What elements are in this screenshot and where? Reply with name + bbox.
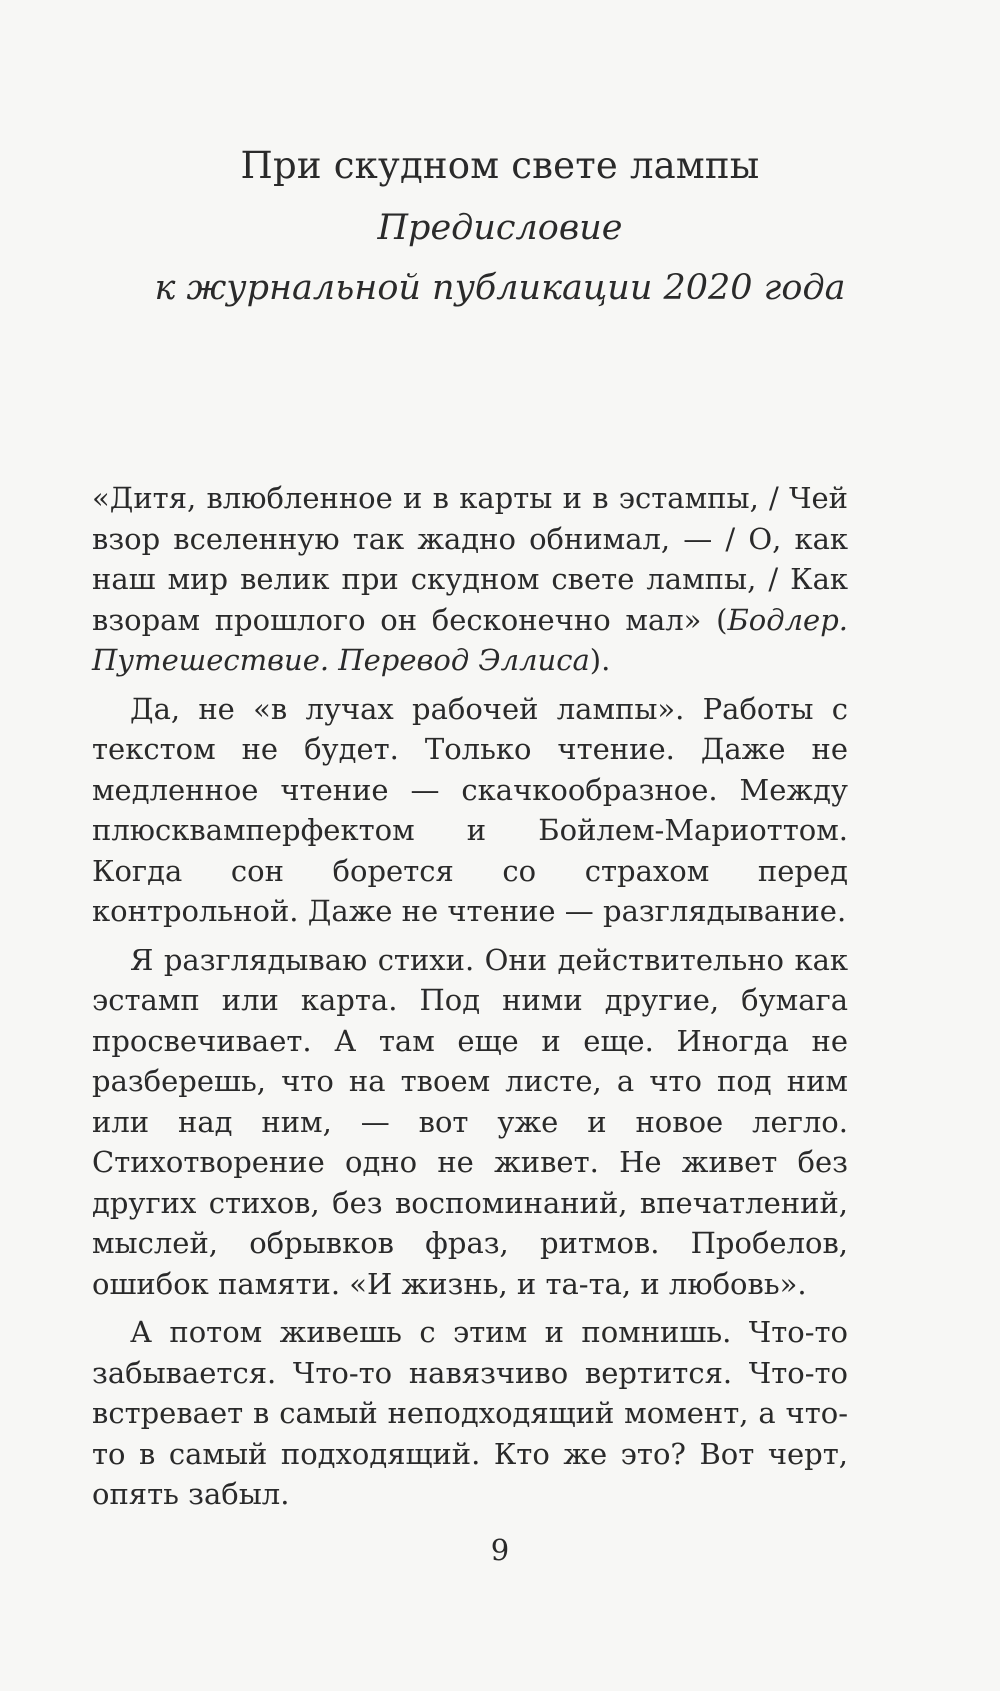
- quote-end: ).: [589, 643, 611, 677]
- quote-source: Бодлер. Путешествие. Перевод Эллиса: [92, 602, 848, 677]
- paragraph: Да, не «в лучах рабочей лампы». Работы с текстом не будет. Только чтение. Даже не медленное чтение — скачкообразное. Между плюсквамперфектом и Бойлем-Мариоттом. Когда сон борется со страхом перед контрольной. Даже не чтение — разглядывание.: [92, 691, 848, 928]
- paragraph-epigraph-quote: [92, 478, 848, 681]
- page-number: 9: [490, 1533, 510, 1567]
- chapter-subtitle: [0, 198, 1000, 318]
- chapter-title: При скудном свете лампы: [240, 144, 760, 187]
- subtitle-line-1: Предисловие: [377, 208, 623, 248]
- subtitle-line-2: к журнальной публикации 2020 года: [154, 268, 846, 308]
- quote-text: «Дитя, влюбленное и в карты и в эстампы, / Чей взор вселенную так жадно обнимал, — / О, как наш мир велик при скудном свете лампы, / Как взорам прошлого он бесконечно мал» (: [92, 481, 848, 637]
- paragraph: Я разглядываю стихи. Они действительно как эстамп или карта. Под ними другие, бумага просвечивает. А там еще и еще. Иногда не разберешь, что на твоем листе, а что под ним или над ним, — вот уже и новое легло. Стихотворение одно не живет. Не живет без других стихов, без воспоминаний, впечатлений, мыслей, обрывков фраз, ритмов. Пробелов, ошибок памяти. «И жизнь, и та-та, и любовь».: [92, 942, 848, 1301]
- paragraph: А потом живешь с этим и помнишь. Что-то забывается. Что-то навязчиво вертится. Что-то встревает в самый неподходящий момент, а что-то в самый подходящий. Кто же это? Вот черт, опять забыл.: [92, 1315, 848, 1511]
- body-text: [92, 478, 848, 1523]
